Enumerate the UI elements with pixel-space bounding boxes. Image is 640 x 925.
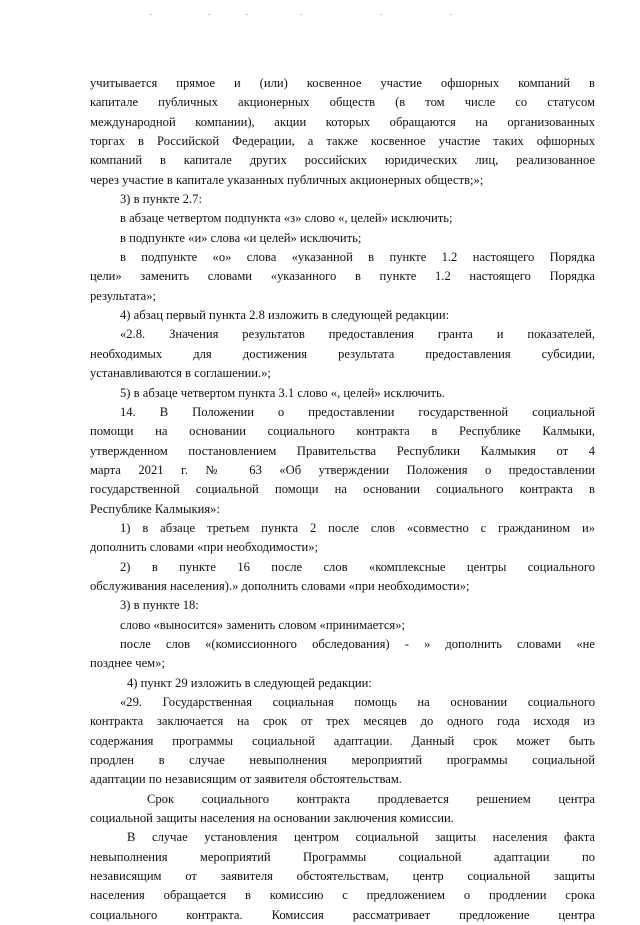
- text-line: капитале публичных акционерных обществ (в том числе со статусом: [90, 95, 595, 110]
- text-line: 4) пункт 29 изложить в следующей редакции:: [127, 675, 372, 690]
- text-line: утвержденном постановлением Правительства Республики Калмыкия от 4: [90, 443, 595, 458]
- text-line: содержания программы социальной адаптации. Данный срок может быть: [90, 733, 595, 748]
- text-line: 5) в абзаце четвертом пункта 3.1 слово «, целей» исключить.: [120, 385, 445, 400]
- text-line: продлен в случае невыполнения мероприятий программы социальной: [90, 753, 595, 768]
- text-line: 14. В Положении о предоставлении государственной социальной: [120, 404, 595, 419]
- text-line: слово «выносится» заменить словом «принимается»;: [120, 617, 406, 632]
- text-line: в абзаце четвертом подпункта «з» слово «, целей» исключить;: [120, 211, 453, 226]
- document-body: [90, 74, 595, 925]
- text-line: цели» заменить словами «указанного в пункте 1.2 настоящего Порядка: [90, 269, 595, 284]
- text-line: 4) абзац первый пункта 2.8 изложить в следующей редакции:: [120, 308, 450, 323]
- text-line: 1) в абзаце третьем пункта 2 после слов «совместно с гражданином и»: [120, 520, 595, 535]
- text-line: государственной социальной помощи на основании социального контракта в: [90, 482, 595, 497]
- text-line: необходимых для достижения результата предоставления субсидии,: [90, 346, 595, 361]
- text-line: через участие в капитале указанных публичных акционерных обществ;»;: [90, 172, 484, 187]
- text-line: социального контракта. Комиссия рассматривает предложение центра: [90, 907, 595, 922]
- text-line: торгах в Российской Федерации, а также косвенное участие таких офшорных: [90, 134, 595, 149]
- text-line: контракта заключается на срок от трех месяцев до одного года исходя из: [90, 714, 595, 729]
- text-line: устанавливаются в соглашении.»;: [90, 366, 271, 381]
- text-line: обслуживания населения).» дополнить словами «при необходимости»;: [90, 578, 470, 593]
- text-line: «2.8. Значения результатов предоставления гранта и показателей,: [120, 327, 595, 342]
- text-line: невыполнения мероприятий Программы социальной адаптации по: [90, 849, 595, 864]
- text-line: 2) в пункте 16 после слов «комплексные центры социального: [120, 559, 595, 574]
- text-line: после слов «(комиссионного обследования) - » дополнить словами «не: [120, 636, 595, 651]
- text-line: дополнить словами «при необходимости»;: [90, 540, 319, 555]
- text-line: 3) в пункте 18:: [120, 598, 199, 613]
- text-line: в подпункте «о» слова «указанной в пункте 1.2 настоящего Порядка: [120, 250, 595, 265]
- text-line: в подпункте «и» слова «и целей» исключить;: [120, 230, 362, 245]
- text-line: позднее чем»;: [90, 656, 165, 671]
- text-line: компаний в капитале других российских юридических лиц, реализованное: [90, 153, 595, 168]
- text-line: населения обращается в комиссию с предложением о продлении срока: [90, 888, 595, 903]
- text-line: социальной защиты населения на основании заключения комиссии.: [90, 811, 454, 826]
- text-line: Республике Калмыкия»:: [90, 501, 220, 516]
- text-line: международной компании), акции которых обращаются на организованных: [90, 114, 595, 129]
- text-line: результата»;: [90, 288, 157, 303]
- text-line: адаптации по независящим от заявителя обстоятельствам.: [90, 772, 402, 787]
- text-line: помощи на основании социального контракта в Республике Калмыки,: [90, 424, 595, 439]
- text-line: учитывается прямое и (или) косвенное участие офшорных компаний в: [90, 76, 595, 90]
- text-line: 3) в пункте 2.7:: [120, 192, 202, 207]
- text-line: Срок социального контракта продлевается решением центра: [147, 791, 595, 806]
- text-line: марта 2021 г. № 63 «Об утверждении Положения о предоставлении: [90, 462, 595, 477]
- text-line: «29. Государственная социальная помощь на основании социального: [120, 695, 595, 709]
- text-line: В случае установления центром социальной защиты населения факта: [127, 830, 595, 845]
- scan-artifact-dots: [150, 10, 480, 20]
- text-line: независящим от заявителя обстоятельствам, центр социальной защиты: [90, 869, 595, 884]
